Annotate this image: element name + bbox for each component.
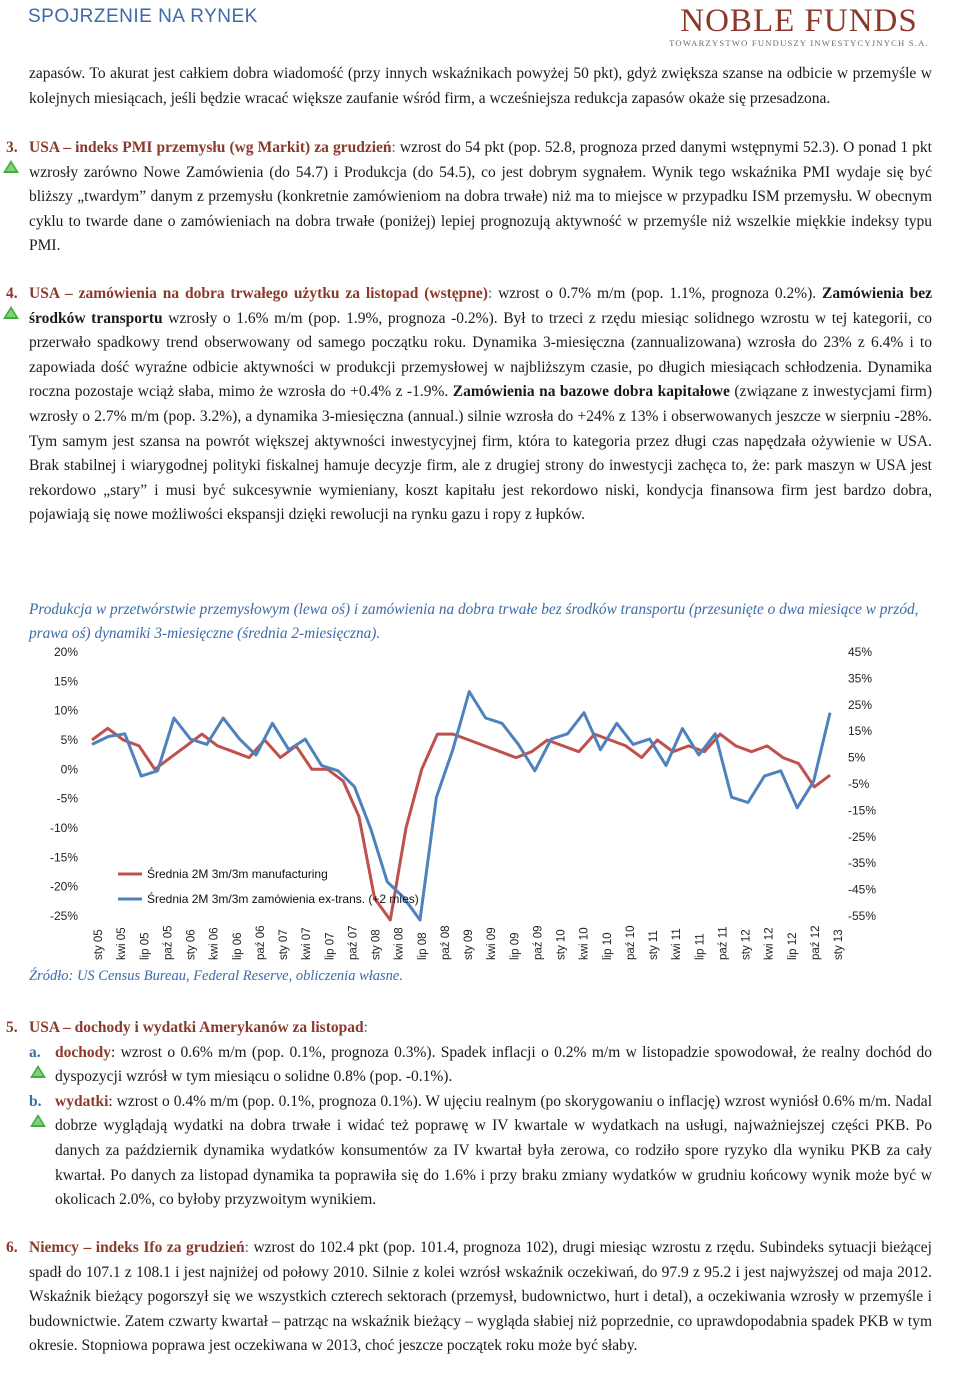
- x-axis-tick-label: sty 08: [370, 929, 383, 960]
- left-axis-tick-label: -5%: [56, 791, 78, 806]
- x-axis-tick-label: lip 09: [509, 932, 522, 960]
- series-line: [92, 692, 830, 920]
- right-axis-tick-label: -35%: [848, 856, 877, 871]
- left-axis-tick-label: 20%: [53, 645, 78, 659]
- right-axis-tick-label: -45%: [848, 882, 877, 897]
- chart-source: Źródło: US Census Bureau, Federal Reserve, obliczenia własne.: [29, 968, 403, 984]
- up-arrow-icon: [3, 160, 19, 173]
- right-axis-tick-label: 25%: [848, 697, 873, 712]
- chart-caption: Produkcja w przetwórstwie przemysłowym (lewa oś) i zamówienia na dobra trwałe bez środków transportu (przesunięte o dwa miesiące w przód, prawa oś) dynamiki 3-miesięczne (średnia 2-miesięczna).: [29, 601, 919, 642]
- left-axis-tick-label: 5%: [60, 733, 78, 747]
- left-axis-tick-label: 15%: [53, 674, 78, 689]
- x-axis-tick-label: kwi 11: [671, 928, 684, 960]
- x-axis-tick-label: sty 05: [93, 929, 105, 960]
- right-axis-tick-label: 35%: [848, 671, 873, 686]
- item-4-text: USA – zamówienia na dobra trwałego użytku za listopad (wstępne): wzrost o 0.7% m/m (pop. 1.1%, prognoza 0.2%). Zamówienia bez środków transportu wzrosły o 1.6% m/m (pop. 1.9%, prognoza -0.2%). Był to trzeci z rzędu miesiąc solidnego wzrostu w tej kategorii, co przerwało spadkowy trend obserwowany od samego początku roku. Dynamika 3-miesięczna (zannualizowana) wzrosła do 23% z 6.4% i to zapowiada dość wyraźne odbicie aktywności w produkcji przemysłowej w najbliższym czasie, po długich miesiącach schłodzenia. Dynamika roczna pozostaje wciąż słaba, mimo że wzrosła do +0.4% z -1.9%. Zamówienia na bazowe dobra kapitałowe (związane z inwestycjami firm) wzrosły o 2.7% m/m (pop. 3.2%), a dynamika 3-miesięczna (annual.) silnie wzrosła do +24% z 13% i obserwowanych jeszcze w sierpniu -28%. Tym samym jest szansa na powrót większej aktywności inwestycyjnej firm, która to kategoria przez długi czas napędzała ożywienie w USA. Brak stabilnej i wiarygodnej polityki fiskalnej hamuje decyzje firm, ale z drugiej strony do inwestycji zachęca to, że: park maszyn w USA jest rekordowo „stary” i musi być sukcesywnie wymieniany, koszt kapitału jest rekordowo niski, kondycja finansowa firm jest bardzo dobra, pojawiają się nowe możliwości ekspansji dzięki rewolucji na rynku gazu i ropy z łupków.: [29, 285, 933, 524]
- item-6-heading: Niemcy – indeks Ifo za grudzień: [29, 1239, 245, 1256]
- x-axis-tick-label: sty 11: [648, 930, 660, 960]
- up-arrow-icon: [30, 1065, 46, 1078]
- up-arrow-icon: [30, 1114, 46, 1127]
- x-axis-tick-label: lip 12: [786, 932, 799, 960]
- x-axis-tick-label: sty 07: [278, 929, 290, 960]
- item-number: 4.: [6, 285, 18, 302]
- x-axis-tick-label: paź 08: [439, 925, 452, 960]
- item-5-heading-line: USA – dochody i wydatki Amerykanów za listopad:: [29, 1019, 368, 1036]
- left-axis-tick-label: -25%: [49, 909, 78, 923]
- intro-paragraph: zapasów. To akurat jest całkiem dobra wiadomość (przy innych wskaźnikach powyżej 50 pkt), gdyż zwiększa szanse na odbicie w przemyśle w kolejnych miesiącach, jeśli będzie wracać większe zaufanie wśród firm, a wcześniejsza redukcja zapasów okaże się przesadzona.: [29, 65, 932, 107]
- left-axis-tick-label: -20%: [49, 879, 78, 894]
- right-axis-tick-label: -15%: [848, 803, 877, 818]
- up-arrow-icon: [3, 306, 19, 319]
- intro-block: [0, 62, 960, 111]
- item-5-heading: USA – dochody i wydatki Amerykanów za listopad: [29, 1019, 364, 1036]
- x-axis-tick-label: kwi 07: [301, 927, 314, 960]
- item-3-heading: USA – indeks PMI przemysłu (wg Markit) za grudzień: [29, 139, 392, 156]
- right-axis-tick-label: 45%: [848, 645, 873, 659]
- item-number: 3.: [6, 139, 18, 156]
- x-axis-tick-label: lip 05: [139, 932, 152, 960]
- x-axis-tick-label: lip 06: [231, 932, 244, 960]
- item-4: [0, 282, 960, 528]
- x-axis-tick-label: lip 10: [601, 932, 614, 960]
- x-axis-tick-label: sty 13: [833, 929, 845, 960]
- x-axis-tick-label: paź 11: [717, 926, 730, 960]
- section-title: SPOJRZENIE NA RYNEK: [28, 6, 258, 27]
- x-axis-tick-label: paź 09: [532, 925, 545, 960]
- left-axis-tick-label: 10%: [53, 703, 78, 718]
- logo-main-text: NOBLE FUNDS: [680, 3, 918, 39]
- x-axis-tick-label: lip 07: [324, 932, 337, 960]
- legend-label: Średnia 2M 3m/3m manufacturing: [147, 867, 328, 881]
- logo-sub-text: TOWARZYSTWO FUNDUSZY INWESTYCYJNYCH S.A.: [669, 38, 929, 48]
- x-axis-tick-label: lip 11: [694, 933, 707, 960]
- x-axis-tick-label: kwi 06: [208, 927, 221, 960]
- logo: [668, 4, 930, 52]
- right-axis-tick-label: 5%: [848, 750, 866, 765]
- item-5b-text: wydatki: wzrost o 0.4% m/m (pop. 0.1%, prognoza 0.1%). W ujęciu realnym (po skorygowaniu o inflację) wzrost wyniósł 0.6% m/m. Nadal dobrze wyglądają wydatki na dobra trwałe i widać też poprawę w IV kwartale w wydatkach na usługi, najważniejszej części PKB. Po danych za październik dynamika wydatków konsumentów za IV kwartał była zerowa, co rodziło spore ryzyko dla wyniku PKB za cały kwartał. Po danych za listopad dynamika ta poprawiła się do 1.6% i przy braku zmiany wydatków w grudniu końcowy wynik może być w okolicach 2.0%, co byłoby przyzwoitym wynikiem.: [55, 1092, 932, 1209]
- left-axis-tick-label: -15%: [49, 850, 78, 865]
- item-5: [0, 1016, 960, 1213]
- x-axis-tick-label: paź 12: [809, 925, 822, 960]
- item-6-text: Niemcy – indeks Ifo za grudzień: wzrost do 102.4 pkt (pop. 101.4, prognoza 102), drugi miesiąc wzrostu z rzędu. Subindeks sytuacji bieżącej spadł do 107.1 z 108.1 i jest najniżej od połowy 2010. Silnie z kolei wzrósł wskaźnik oczekiwań, do 97.9 z 95.2 i jest najwyższej od maja 2012. Wskaźnik bieżący pogorszył się we wszystkich czterech sektorach (przemysł, budownictwo, hurt i detal), a oczekiwania wzrosły w przemyśle i budownictwie. Zatem czwarty kwartał – patrząc na wskaźnik bieżący – wygląda słabiej niż poprzednie, co uprawdopodabnia spadek PKB w tym okresie. Stopniowa poprawa jest oczekiwana w 2013, choć jeszcze początek roku może być słaby.: [29, 1239, 932, 1355]
- x-axis-tick-label: kwi 12: [763, 927, 776, 960]
- item-number: 6.: [6, 1239, 18, 1256]
- left-axis-tick-label: 0%: [60, 762, 78, 777]
- x-axis-tick-label: sty 09: [463, 929, 475, 960]
- x-axis-tick-label: sty 10: [555, 929, 568, 960]
- sub-label-a: a.: [29, 1043, 41, 1061]
- x-axis-tick-label: sty 06: [185, 929, 198, 960]
- right-axis-tick-label: -55%: [848, 909, 877, 923]
- item-number: 5.: [6, 1019, 18, 1036]
- page-header: [0, 0, 960, 52]
- x-axis-tick-label: kwi 10: [578, 927, 591, 960]
- x-axis-tick-label: sty 12: [740, 929, 753, 960]
- x-axis-tick-label: lip 08: [416, 932, 429, 960]
- item-5a-text: dochody: wzrost o 0.6% m/m (pop. 0.1%, prognoza 0.3%). Spadek inflacji o 0.2% m/m w listopadzie spowodował, że realny dochód do dyspozycji wzrósł w tym miesiącu o solidne 0.8% (pop. -0.1%).: [55, 1043, 932, 1086]
- x-axis-tick-label: kwi 09: [486, 927, 499, 960]
- x-axis-tick-label: paź 07: [347, 925, 360, 960]
- x-axis-tick-label: paź 05: [162, 925, 175, 960]
- right-axis-tick-label: -25%: [848, 829, 877, 844]
- x-axis-tick-label: paź 10: [624, 925, 637, 960]
- item-3: [0, 136, 960, 259]
- sub-label-b: b.: [29, 1092, 42, 1110]
- right-axis-tick-label: 15%: [848, 724, 873, 739]
- x-axis-tick-label: kwi 08: [393, 927, 406, 960]
- x-axis-tick-label: kwi 05: [116, 927, 129, 960]
- item-6: [0, 1236, 960, 1359]
- left-axis-tick-label: -10%: [49, 821, 78, 835]
- line-chart: [0, 640, 960, 970]
- x-axis-tick-label: paź 06: [254, 925, 267, 960]
- right-axis-tick-label: -5%: [848, 777, 870, 791]
- item-4-heading: USA – zamówienia na dobra trwałego użytku za listopad (wstępne): [29, 285, 488, 302]
- item-3-text: USA – indeks PMI przemysłu (wg Markit) za grudzień: wzrost do 54 pkt (pop. 52.8, prognoza przed danymi wstępnymi 52.3). O ponad 1 pkt wzrosły zarówno Nowe Zamówienia (do 54.7) i Produkcja (do 54.5), co jest dobrym sygnałem. Wynik tego wskaźnika PMI wydaje się być bliższy „twardym” danym z przemysłu (konkretnie zamówieniom na dobra trwałe) niż ma to miejsce w przypadku ISM przemysłu. W obecnym cyklu to twarde dane o zamówieniach na dobra trwałe (poniżej) lepiej prognozują aktywność w przemyśle niż wszelkie miękkie indeksy typu PMI.: [29, 139, 932, 255]
- legend-label: Średnia 2M 3m/3m zamówienia ex-trans. (+2 mies): [147, 892, 419, 906]
